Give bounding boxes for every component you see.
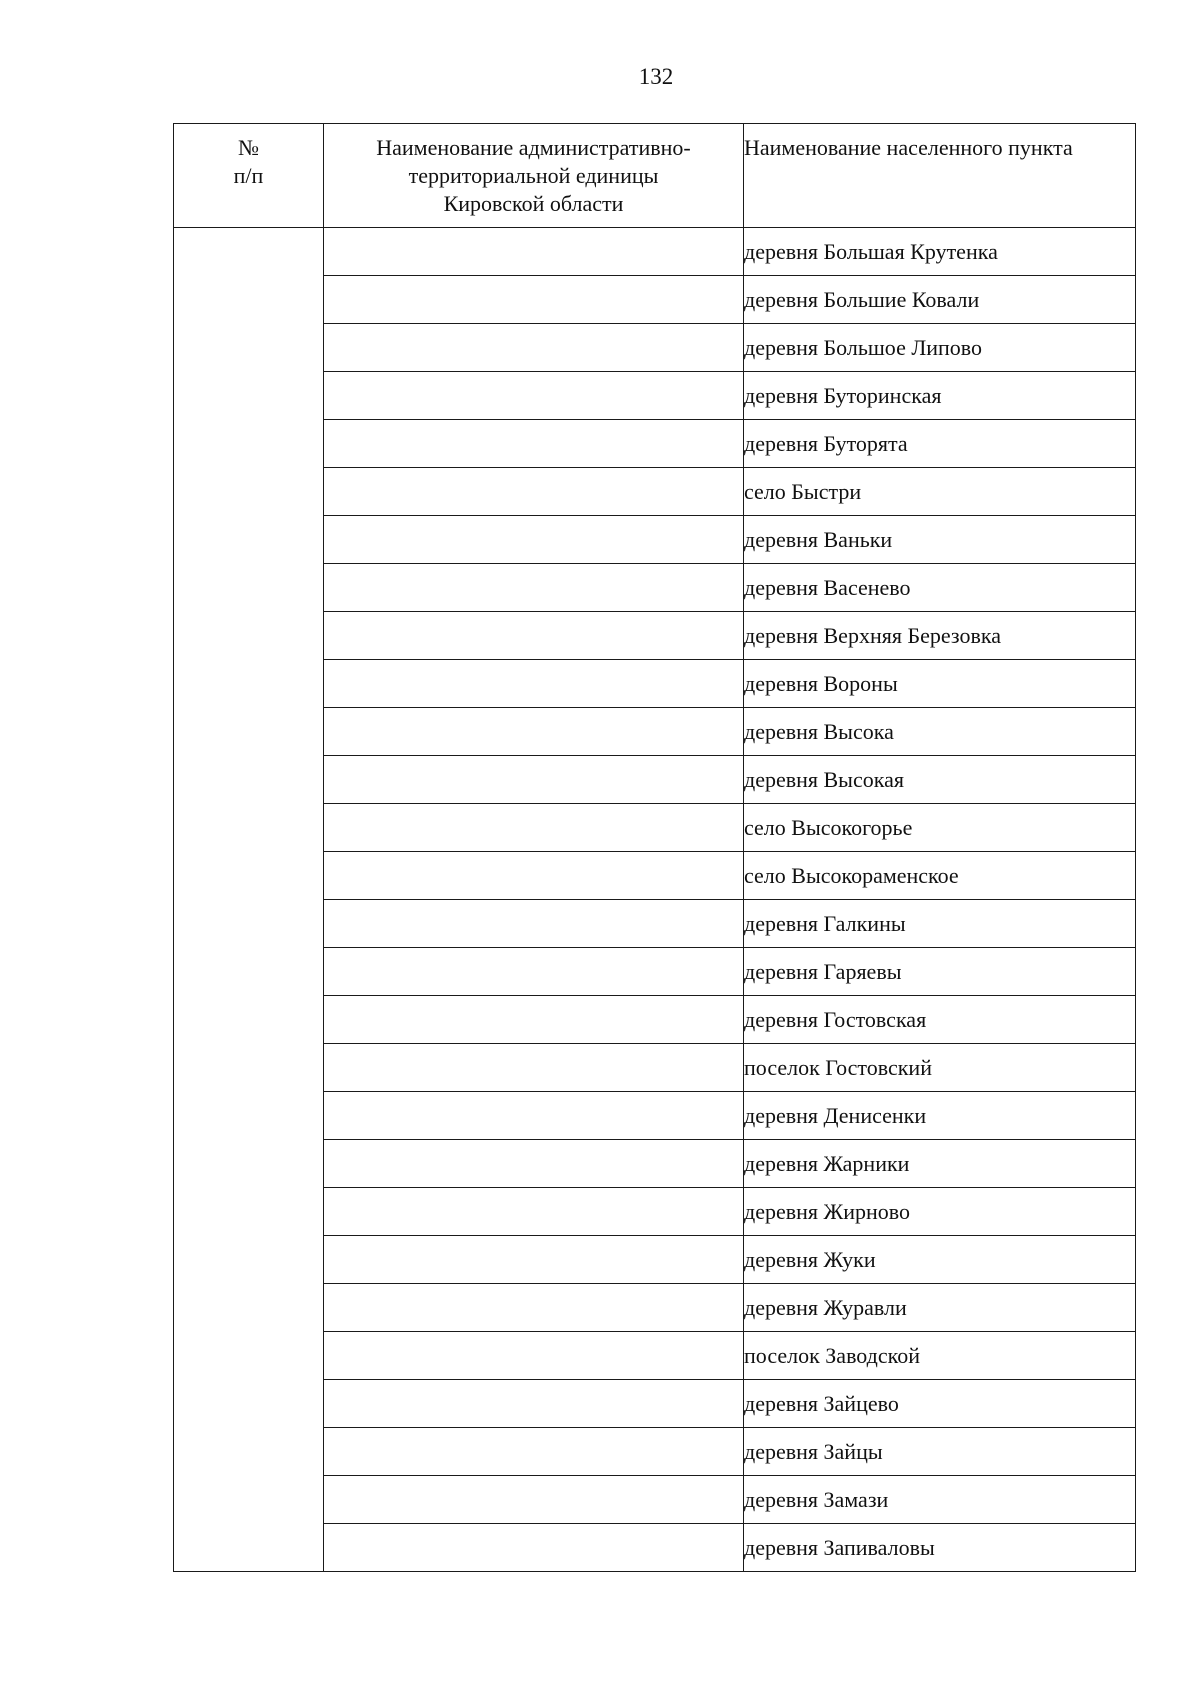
admin-unit-cell bbox=[324, 804, 744, 852]
admin-unit-cell bbox=[324, 1380, 744, 1428]
settlement-name-cell: поселок Гостовский bbox=[744, 1044, 1136, 1092]
row-number-cell bbox=[174, 228, 324, 1572]
settlement-name-cell: деревня Галкины bbox=[744, 900, 1136, 948]
settlement-name-cell: деревня Гаряевы bbox=[744, 948, 1136, 996]
admin-unit-cell bbox=[324, 660, 744, 708]
settlement-name-cell: деревня Жирново bbox=[744, 1188, 1136, 1236]
settlement-name-cell: деревня Высока bbox=[744, 708, 1136, 756]
admin-unit-cell bbox=[324, 372, 744, 420]
admin-unit-cell bbox=[324, 708, 744, 756]
settlement-name-cell: деревня Ваньки bbox=[744, 516, 1136, 564]
admin-unit-cell bbox=[324, 468, 744, 516]
column-header-settlement: Наименование населенного пункта bbox=[744, 124, 1136, 228]
settlement-name-cell: деревня Замази bbox=[744, 1476, 1136, 1524]
column-header-number bbox=[174, 124, 324, 228]
admin-unit-cell bbox=[324, 852, 744, 900]
header-number-line: п/п bbox=[233, 163, 264, 188]
admin-unit-cell bbox=[324, 756, 744, 804]
admin-unit-cell bbox=[324, 564, 744, 612]
header-admin-unit-line: Наименование административно- bbox=[376, 135, 691, 160]
admin-unit-cell bbox=[324, 420, 744, 468]
header-admin-unit-line: территориальной единицы bbox=[408, 163, 659, 188]
admin-unit-cell bbox=[324, 228, 744, 276]
settlement-name-cell: деревня Гостовская bbox=[744, 996, 1136, 1044]
settlement-name-cell: деревня Запиваловы bbox=[744, 1524, 1136, 1572]
settlement-name-cell: деревня Денисенки bbox=[744, 1092, 1136, 1140]
header-number-line: № bbox=[238, 135, 259, 160]
admin-unit-cell bbox=[324, 1236, 744, 1284]
settlement-name-cell: деревня Верхняя Березовка bbox=[744, 612, 1136, 660]
admin-unit-cell bbox=[324, 1188, 744, 1236]
admin-unit-cell bbox=[324, 324, 744, 372]
admin-unit-cell bbox=[324, 1044, 744, 1092]
admin-unit-cell bbox=[324, 1284, 744, 1332]
settlements-table bbox=[173, 123, 1136, 1572]
table-header-row bbox=[174, 124, 1136, 228]
settlement-name-cell: деревня Буторинская bbox=[744, 372, 1136, 420]
table-body bbox=[174, 228, 1136, 1572]
admin-unit-cell bbox=[324, 1476, 744, 1524]
settlement-name-cell: село Высокогорье bbox=[744, 804, 1136, 852]
admin-unit-cell bbox=[324, 276, 744, 324]
settlement-name-cell: деревня Жарники bbox=[744, 1140, 1136, 1188]
settlement-name-cell: деревня Жуки bbox=[744, 1236, 1136, 1284]
page-number: 132 bbox=[638, 64, 674, 89]
settlement-name-cell: деревня Зайцево bbox=[744, 1380, 1136, 1428]
admin-unit-cell bbox=[324, 948, 744, 996]
column-header-admin-unit bbox=[324, 124, 744, 228]
settlement-name-cell: деревня Буторята bbox=[744, 420, 1136, 468]
settlement-name-cell: деревня Большое Липово bbox=[744, 324, 1136, 372]
settlement-name-cell: деревня Журавли bbox=[744, 1284, 1136, 1332]
admin-unit-cell bbox=[324, 1332, 744, 1380]
admin-unit-cell bbox=[324, 1140, 744, 1188]
settlement-name-cell: деревня Высокая bbox=[744, 756, 1136, 804]
header-admin-unit-line: Кировской области bbox=[443, 191, 624, 216]
admin-unit-cell bbox=[324, 1524, 744, 1572]
table-row bbox=[174, 228, 1136, 276]
admin-unit-cell bbox=[324, 996, 744, 1044]
settlement-name-cell: поселок Заводской bbox=[744, 1332, 1136, 1380]
admin-unit-cell bbox=[324, 900, 744, 948]
admin-unit-cell bbox=[324, 612, 744, 660]
settlement-name-cell: деревня Большая Крутенка bbox=[744, 228, 1136, 276]
admin-unit-cell bbox=[324, 1092, 744, 1140]
admin-unit-cell bbox=[324, 1428, 744, 1476]
settlement-name-cell: деревня Зайцы bbox=[744, 1428, 1136, 1476]
settlement-name-cell: село Высокораменское bbox=[744, 852, 1136, 900]
settlement-name-cell: деревня Большие Ковали bbox=[744, 276, 1136, 324]
settlement-name-cell: деревня Вороны bbox=[744, 660, 1136, 708]
settlement-name-cell: деревня Васенево bbox=[744, 564, 1136, 612]
admin-unit-cell bbox=[324, 516, 744, 564]
settlement-name-cell: село Быстри bbox=[744, 468, 1136, 516]
